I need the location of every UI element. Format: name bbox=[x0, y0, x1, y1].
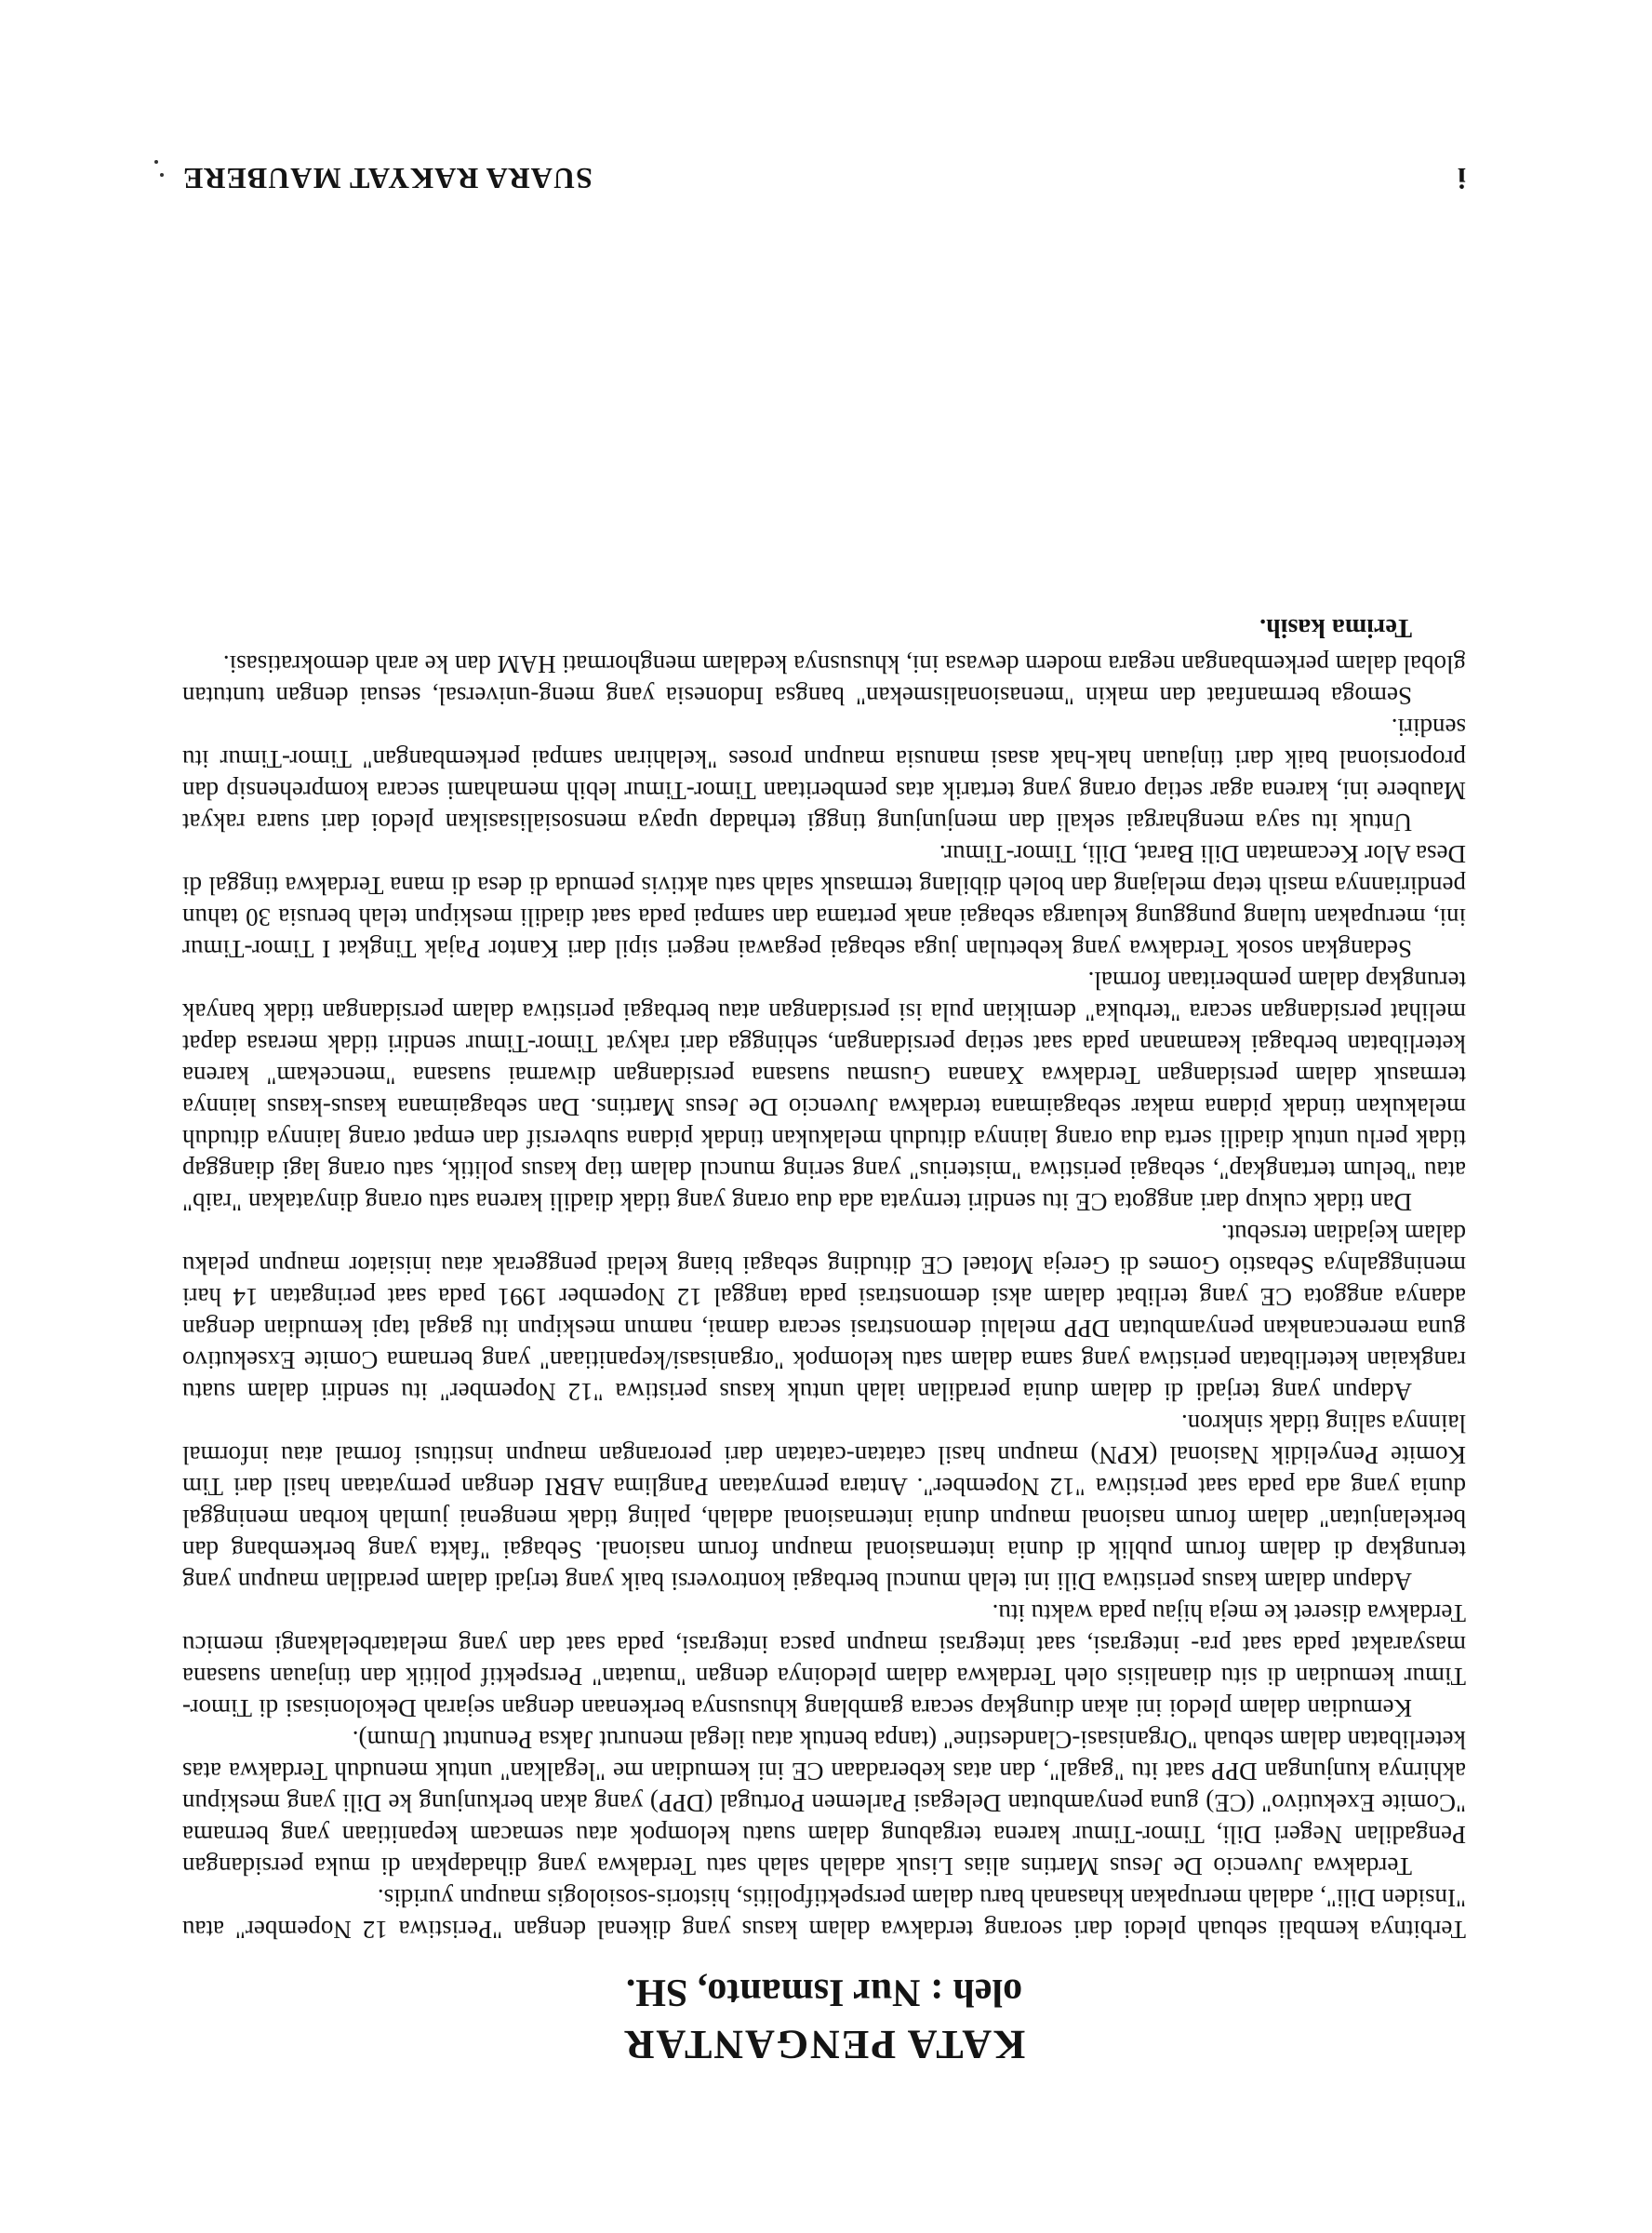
paragraph-intro: Terbitnya kembali sebuah pledoi dari seorang terdakwa dalam kasus yang dikenal dengan "Peristiwa 12 Nopember" atau "Insiden Dili", adalah merupakan khasanah baru dalam perspektifpolitis, historis-sosiologis maupun yuridis. bbox=[182, 1884, 1466, 1945]
paragraph-controversy: Adapun dalam kasus peristiwa Dili ini telah muncul berbagai kontroversi baik yang terjadi dalam peradilan maupun yang terungkap di dalam forum publik di dunia internasional maupun forum nasional. Sebagai "fakta yang berkembang dan berkelanjutan" dalam forum nasional maupun dunia internasional adalah, paling tidak mengenai jumlah korban meninggal dunia yang ada pada saat peristiwa "12 Nopember". Antara pernyataan Panglima ABRI dengan pernyataan hasil dari Tim Komite Penyelidik Nasional (KPN) maupun hasil catatan-catatan dari perorangan maupun institusi formal atau informal lainnya saling tidak sinkron. bbox=[182, 1410, 1466, 1597]
publication-title: SUARA RAKYAT MAUBERE bbox=[182, 162, 593, 195]
paragraph-hope: Semoga bermanfaat dan makin "menasionalismekan" bangsa Indonesia yang meng-universal, sesuai dengan tuntutan global dalam perkembangan negara modern dewasa ini, khususnya kedalam menghormati HAM dan ke arah demokratisasi. bbox=[182, 650, 1466, 711]
document-body bbox=[182, 611, 1466, 2067]
page-footer bbox=[182, 161, 1466, 195]
author-line: oleh : Nur Ismanto, SH. bbox=[625, 1971, 1023, 2014]
paragraph-defendant: Terdakwa Juvencio De Jesus Martins alias Lisuk adalah salah satu Terdakwa yang dihadapkan di muka persidangan Pengadilan Negeri Dili, Timor-Timur karena tergabung dalam suatu kelompok atau semacam kepanitiaan yang bernama "Comite Exekutivo" (CE) guna penyambutan Delegasi Parlemen Portugal (DPP) yang akan berkunjung ke Dili yang meskipun akhirnya kunjungan DPP saat itu "gagal", dan atas keberadaan CE ini kemudian me "legalkan" untuk menuduh Terdakwa atas keterlibatan dalam sebuah "Organisasi-Clandestine" (tanpa bentuk atau ilegal menurut Jaksa Penuntut Umum). bbox=[182, 1726, 1466, 1881]
scan-speck bbox=[160, 173, 164, 177]
paragraph-ce-members: Dan tidak cukup dari anggota CE itu sendiri ternyata ada dua orang yang tidak diadili karena satu orang dinyatakan "raib" atau "belum tertangkap", sebagai peristiwa "misterius" yang sering muncul dalam tiap kasus politik, satu orang lagi dianggap tidak perlu untuk diadili serta dua orang lainnya dituduh melakukan tindak pidana subversif dan empat orang lainnya dituduh melakukan tindak pidana makar sebagaimana terdakwa Juvencio De Jesus Martins. Dan sebagaimana kasus-kasus lainnya termasuk dalam persidangan Terdakwa Xanana Gusmau suasana persidangan diwarnai suasana "mencekam" karena keterlibatan berbagai keamanan pada saat setiap persidangan, sehingga dari rakyat Timor-Timur sendiri tidak merasa dapat melihat persidangan secara "terbuka" demikian pula isi persidangan atau berbagai peristiwa dalam persidangan tidak banyak terungkap dalam pemberitaan formal. bbox=[182, 967, 1466, 1217]
paragraph-court: Adapun yang terjadi di dalam dunia peradilan ialah untuk kasus peristiwa "12 Nopember" itu sendiri dalam suatu rangkaian keterlibatan peristiwa yang sama dalam satu kelompok "organisasi/kepanitiaan" yang bernama Comite Exsekutivo guna merencanakan penyambutan DPP melalui demonstrasi secara damai, namun meskipun itu gagal tapi kemudian dengan adanya anggota CE yang terlibat dalam aksi demonstrasi pada tanggal 12 Nopember 1991 pada saat peringatan 14 hari meninggalnya Sebastio Gomes di Gereja Motael CE dituding sebagai biang keladi penggerak atau inisiator maupun pelaku dalam kejadian tersebut. bbox=[182, 1220, 1466, 1407]
page-title: KATA PENGANTAR bbox=[622, 2022, 1026, 2067]
closing-text: Terima kasih. bbox=[1259, 613, 1412, 643]
paragraph-pledoi: Kemudian dalam pledoi ini akan diungkap secara gamblang khususnya berkenaan dengan sejarah Dekolonisasi di Timor-Timur kemudian di situ dianalisis oleh Terdakwa dalam pledoinya dengan "muatan" Perspektif politik dan tinjauan suasana masyarakat pada saat pra- integrasi, saat integrasi maupun pasca integrasi, pada saat dan yang melatarbelakangi memicu Terdakwa diseret ke meja hijau pada waktu itu. bbox=[182, 1599, 1466, 1723]
paragraph-profile: Sedangkan sosok Terdakwa yang kebetulan juga sebagai pegawai negeri sipil dari Kantor Pajak Tingkat I Timor-Timur ini, merupakan tulang punggung keluarga sebagai anak pertama dan sampai pada saat diadili meskipun telah berusia 30 tahun pendiriannya masih tetap melajang dan boleh dibilang termasuk salah satu aktivis pemuda di desa di mana Terdakwa tinggal di Desa Alor Kecamatan Dili Barat, Dili, Timor-Timur. bbox=[182, 840, 1466, 964]
page-number: i bbox=[1458, 162, 1466, 195]
paragraph-appreciation: Untuk itu saya menghargai sekali dan menjunjung tinggi terhadap upaya mensosialisasikan pledoi dari suara rakyat Maubere ini, karena agar setiap orang yang tertarik atas pemberitaan Timor-Timur lebih memahami secara komprehensip dan proporsional baik dari tinjauan hak-hak asasi manusia maupun proses "kelahiran sampai perkembangan" Timor-Timur itu sendiri. bbox=[182, 714, 1466, 837]
scan-speck bbox=[154, 160, 158, 164]
